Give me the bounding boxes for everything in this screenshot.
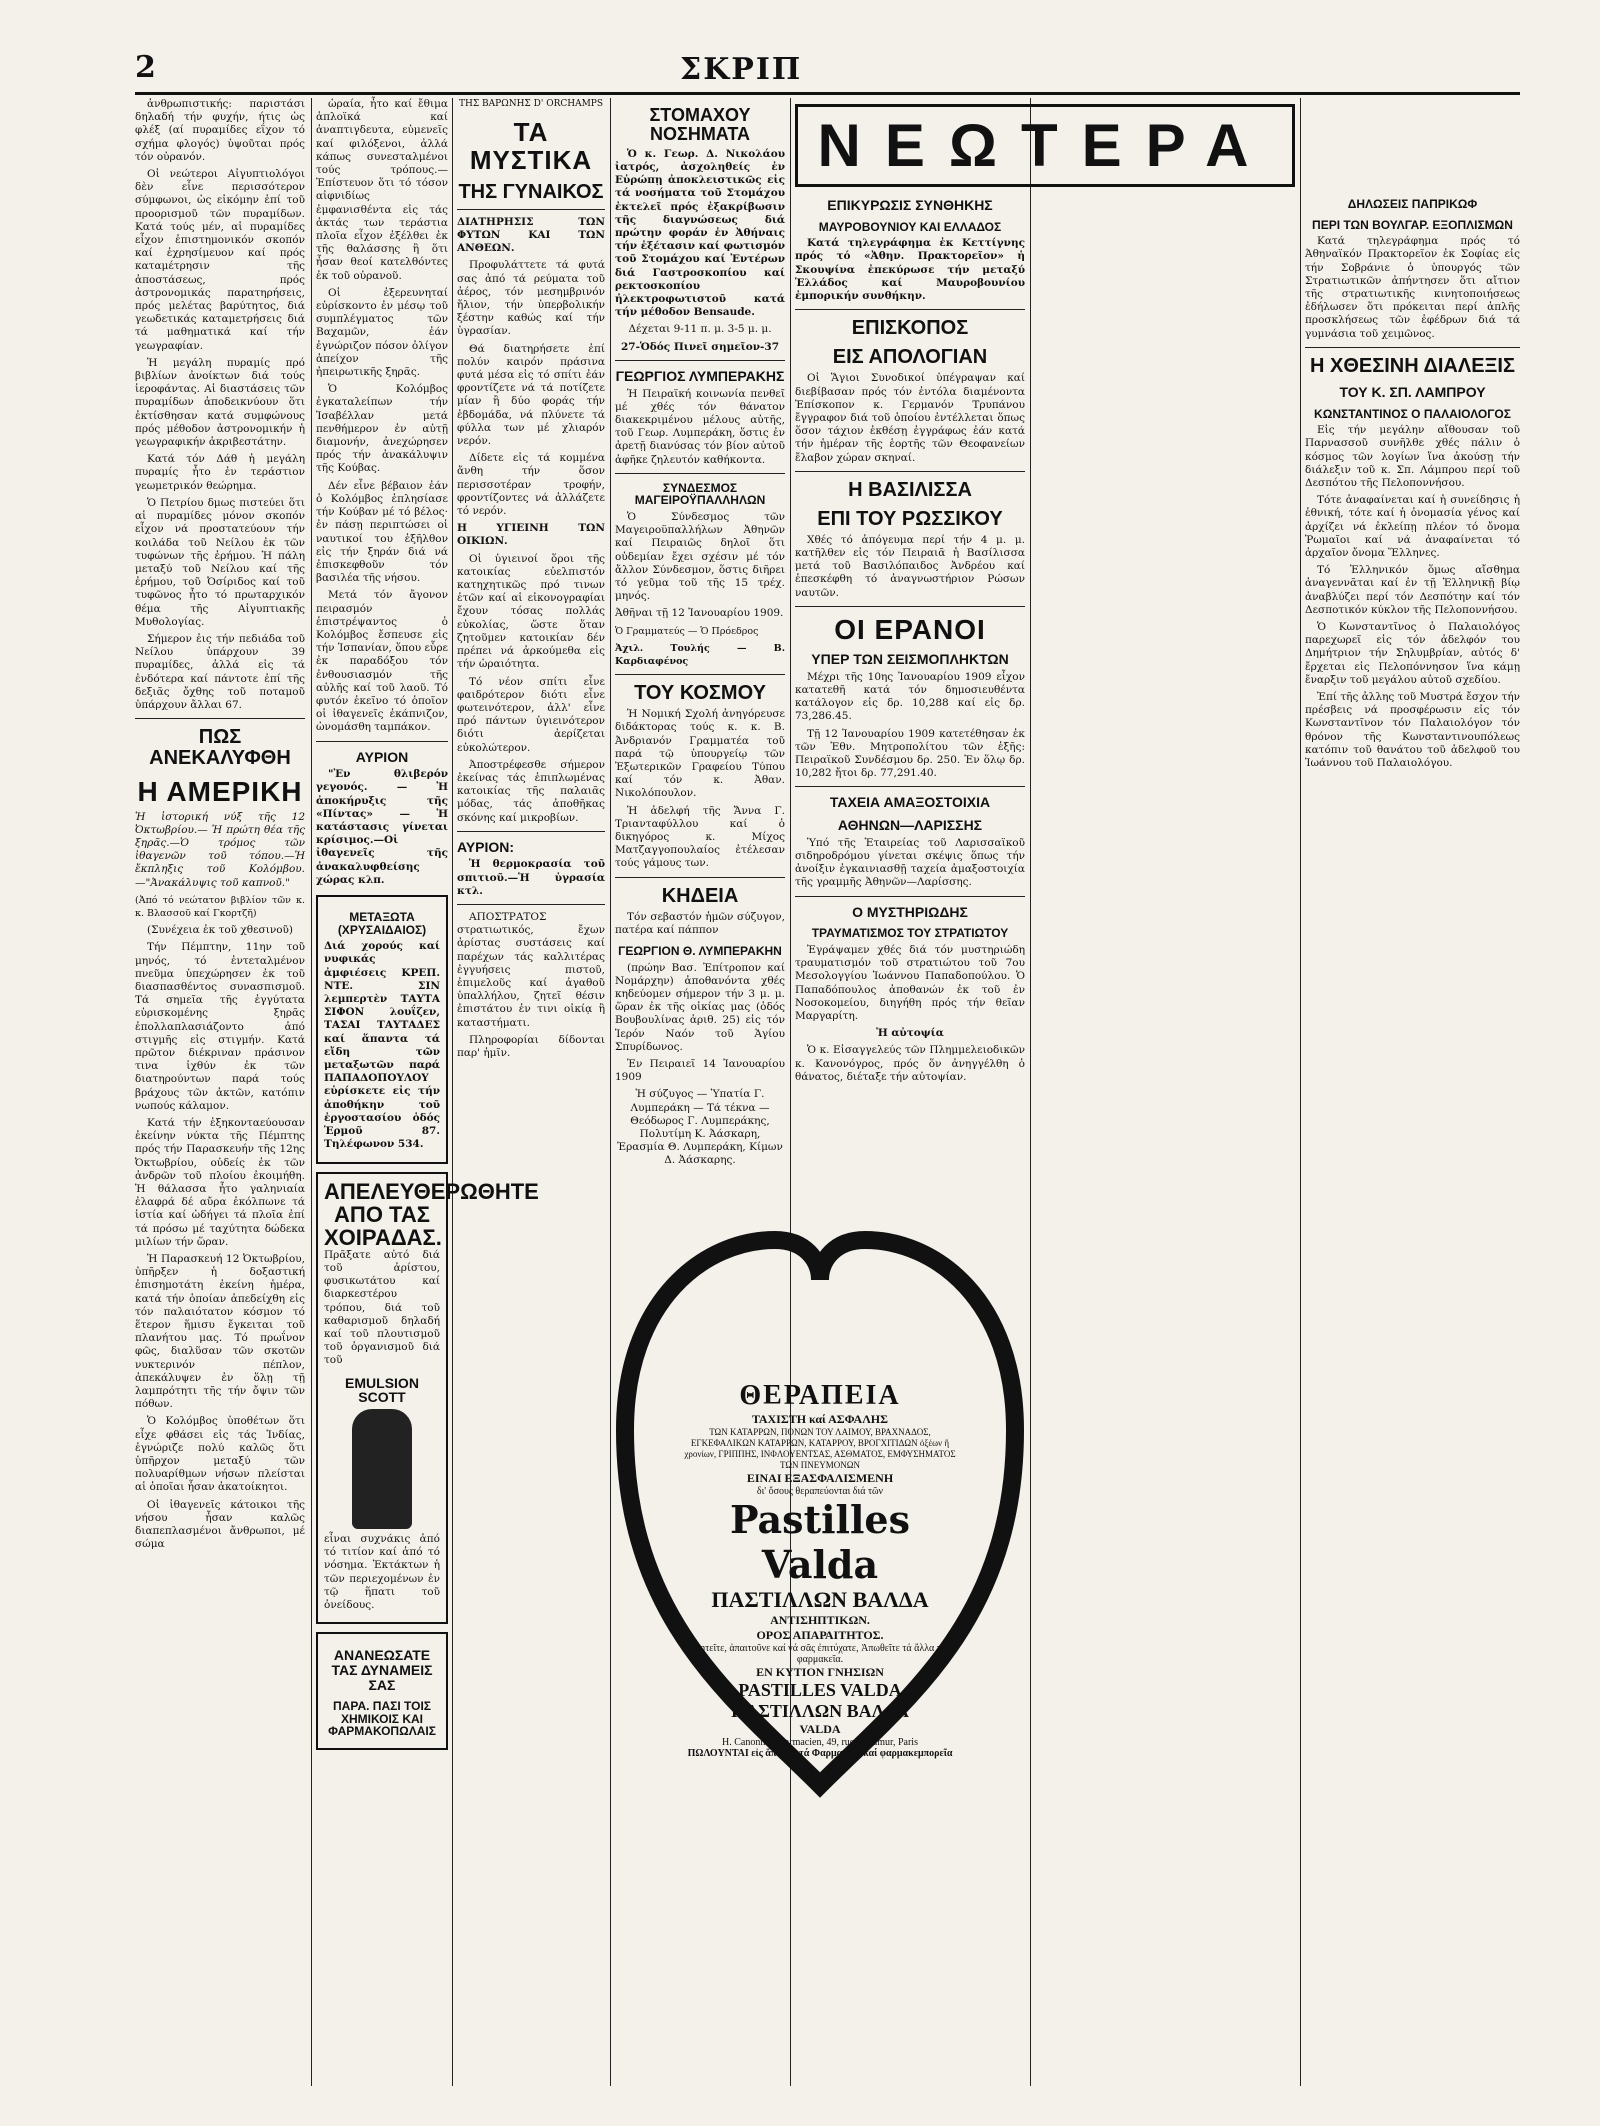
- article-text: Ἀθῆναι τῇ 12 Ἰανουαρίου 1909.: [615, 607, 784, 620]
- article-title: ΤΑ ΜΥΣΤΙΚΑ: [469, 117, 593, 175]
- article-title: ΕΠΙ ΤΟΥ ΡΩΣΣΙΚΟΥ: [817, 507, 1003, 530]
- ad-brand: Pastilles Valda: [730, 1497, 910, 1587]
- article-title: ΑΘΗΝΩΝ—ΛΑΡΙΣΣΗΣ: [837, 817, 983, 834]
- article-title: ΤΑΧΕΙΑ ΑΜΑΞΟΣΤΟΙΧΙΑ: [829, 794, 991, 811]
- divider: [457, 904, 605, 905]
- article-subtitle: Η ΥΓΙΕΙΝΗ ΤΩΝ ΟΙΚΙΩΝ.: [457, 522, 605, 548]
- article-title: ΤΟΥ ΚΟΣΜΟΥ: [634, 682, 766, 705]
- divider: [1305, 347, 1520, 348]
- article-text: Ἀχιλ. Τουλής — Β. Καρδιαφένος: [615, 642, 785, 667]
- article-text: Ἡ Νομική Σχολή ἀνηγόρευσε διδάκτορας τούς κ. κ. Β. Ἀνδριανόν Γραμματέα τοῦ παρά τῷ ὑπουργείῳ τῶν Ἐξωτερικῶν Γραφείου Τύπου καί τόν κ. Ἀθαν. Νικολόπουλον.: [615, 708, 785, 800]
- ad-brand: EMULSION SCOTT: [345, 1374, 419, 1406]
- heart-ad-text: [680, 1380, 960, 1759]
- article-title: ΤΗΣ ΓΥΝΑΙΚΟΣ: [458, 180, 604, 203]
- article-text: Ἐν Πειραιεῖ 14 Ἰανουαρίου 1909: [615, 1058, 785, 1084]
- divider: [615, 674, 785, 675]
- article-text: "Ἐν θλιβερόν γεγονός. — Ἡ ἀποκήρυξις τῆς «Πίντας» — Ἡ κατάστασις γίνεται κρίσιμος.—Οἱ ἰθαγενεῖς τῆς ἀνακαλυφθείσης χώρας κλπ.: [316, 768, 448, 886]
- divider: [457, 209, 605, 210]
- masthead: ΣΚΡΙΠ: [680, 52, 803, 87]
- ad-list: ΤΩΝ ΚΑΤΑΡΡΩΝ, ΠΟΝΩΝ ΤΟΥ ΛΑΙΜΟΥ, ΒΡΑΧΝΑΔΟΣ, ΕΓΚΕΦΑΛΙΚΩΝ ΚΑΤΑΡΡΩΝ, ΚΑΤΑΡΡΟΥ, ΒΡΟΓΧΙΤΙΔΩΝ ὀξέων ἢ χρονίων, ΓΡΙΠΠΗΣ, ΙΝΦΛΟΥΕΝΤΣΑΣ, ΑΣΘΜΑΤΟΣ, ΕΜΦΥΣΗΜΑΤΟΣ ΤΩΝ ΠΝΕΥΜΟΝΩΝ: [684, 1427, 956, 1470]
- ad-title: ΑΝΑΝΕΩΣΑΤΕ ΤΑΣ ΔΥΝΑΜΕΙΣ ΣΑΣ: [331, 1647, 433, 1693]
- article-text: Ἡ ἀδελφή τῆς Ἄννα Γ. Τριανταφύλλου καί ὁ δικηγόρος κ. Μίχος Ματζαγγοπουλαίος ἐτέλεσαν τούς γάμους των.: [615, 804, 785, 870]
- classified-text: Πληροφορίαι δίδονται παρ' ἡμῖν.: [457, 1033, 605, 1060]
- ad-scott: [316, 1172, 539, 1625]
- article-text: Ἡ Παρασκευή 12 Ὀκτωβρίου, ὑπῆρξεν ἡ δοξαστική ἐπισημοτάτη ἐκείνη ἡμέρα, κατά τήν ὁποίαν ἀπεδείχθη εἰς τόν παλαιότατον κόσμον τό ἕτερον ἥμισυ ἔγκειται τοῦ πλανήτου μας. Τό πρωΐνον φῶς, διαλῦσαν τῶν σκοτῶν νυκτερινόν πέπλον, ἀπεκάλυψεν ἐν ὅλῃ τῇ λαμπρότητι τῆς τήν ὄψιν τῶν πόθων.: [135, 1253, 305, 1411]
- article-text: Τό Ἑλληνικόν ὅμως αἴσθημα ἀναγεννᾶται καί ἐν τῇ Ἑλληνικῇ βίῳ ἀναβλύζει περί τόν Δεσπότην καί τόν Δεσποτικόν κύκλον τῆς Πελοποννήσου.: [1305, 564, 1520, 616]
- divider: [795, 606, 1025, 607]
- divider: [135, 718, 305, 719]
- article-text: Ὁ Κολόμβος ἐγκαταλείπων τήν Ἰσαβέλλαν μετά πενθήμερον ἐν αὐτῇ διαμονήν, ἀνεχώρησεν πρός τήν ἀνακάλυψιν τῆς Κούβας.: [316, 383, 448, 475]
- article-text: Οἱ Ἅγιοι Συνοδικοί ὑπέγραψαν καί διεβίβασαν πρός τόν ἐντόλα διαμένοντα Ἐπίσκοπον κ. Γερμανόν Τρυπάνου ἔγγραφον διά τοῦ ὁποίου ἐντέλλεται ὅπως ὅσον τάχιον ἐκθέσῃ ἐγγράφως ἐάν κατά τήν ἡμέραν τῆς ἑορτῆς τῶν Θεοφανείων ἔλαβον χώραν σκηναί.: [795, 372, 1025, 464]
- ad-text: VALDA: [799, 1722, 841, 1736]
- article-text: Τήν Πέμπτην, 11ην τοῦ μηνός, τό ἐντεταλμένον πνεῦμα ὑπεχώρησεν ἐκ τοῦ διασπασθέντος συνασπισμοῦ. Τά σημεῖα τῆς ἐγγύτατα εὑρισκομένης ξηρᾶς ἐπολλαπλασιάζοντο ἀπό στιγμῆς εἰς στιγμήν. Κατά πρῶτον διέκριναν πράσινον τινα ἰχθύν ἐκ τῶν διατηρούντων παρά τούς βράχους τῶν ἀκτῶν, κατόπιν νωπούς κάλαμον.: [135, 941, 305, 1112]
- ad-text: Πρᾶξατε αὐτό διά τοῦ ἀρίστου, φυσικωτάτου καί διαρκεστέρου τρόπου, διά τοῦ καθαρισμοῦ δηλαδή καί τοῦ πλουτισμοῦ τοῦ ὀργανισμοῦ διά τοῦ: [324, 1248, 440, 1367]
- ad-address: H. Canonne, pharmacien, 49, rue Réaumur, Paris: [722, 1737, 918, 1748]
- article-text: Ὁ Κωνσταντῖνος ὁ Παλαιολόγος παρεχωρεῖ εἰς τόν ἀδελφόν του Δημήτριον τήν Σηλυμβρίαν, αὐτός δ' ἔρχεται εἰς Πελοπόννησον ἵνα κάμῃ ἔναρξιν τοῦ μεγάλου αὐτοῦ σχεδίου.: [1305, 620, 1520, 686]
- article-title: ΣΤΟΜΑΧΟΥ ΝΟΣΗΜΑΤΑ: [649, 105, 751, 144]
- article-text: Ὁ Πετρίου δμως πιστεύει ὅτι αἱ πυραμίδες μόνον σκοπόν εἶχον νά προστατεύουν τήν κοιλάδα τοῦ Νείλου ἐκ τῶν τυφώνων τῆς ἐρήμου. Ἡ πάλη μεταξύ τοῦ Νείλου καί τῆς ἐρήμου, τοῦ Ὀσίριδος καί τοῦ τυφῶνος ἦτο τό πρωταρχικόν θέμα τῆς Αἰγυπτιακῆς Μυθολογίας.: [135, 496, 305, 628]
- article-title: ΚΩΝΣΤΑΝΤΙΝΟΣ Ο ΠΑΛΑΙΟΛΟΓΟΣ: [1314, 406, 1511, 421]
- column-divider: [1030, 98, 1031, 2086]
- article-title: ΜΑΥΡΟΒΟΥΝΙΟΥ ΚΑΙ ΕΛΛΑΔΟΣ: [818, 219, 1002, 234]
- article-text: Χθές τό ἀπόγευμα περί τήν 4 μ. μ. κατῆλθεν εἰς τόν Πειραιᾶ ἡ Βασίλισσα μετά τοῦ Βασιλόπαιδος Ἀνδρέου καί ἐπεσκέφθη τό ἀναγνωστήριον Ρώσων ναυτῶν.: [795, 533, 1025, 599]
- ad-text: Διά χορούς καί νυφικάς ἀμφιέσεις ΚΡΕΠ. ΝΤΕ. ΣΙΝ λεμπερτὲν ΤΑΥΤΑ ΣΙΦΟΝ λουΐζεν, ΤΑΣΑΙ ΤΑΥΤΑΔΕΣ καί ἅπαντα τά εἴδη τῶν μεταξωτῶν παρά ΠΑΠΑΔΟΠΟΥΛΟΥ εὑρίσκετε εἰς τήν ἀποθήκην τοῦ ἐργοστασίου ὁδός Ἑρμοῦ 87. Τηλέφωνον 534.: [324, 940, 440, 1151]
- fisherman-illustration: [352, 1409, 412, 1529]
- article-text: Ἡ θερμοκρασία τοῦ σπιτιοῦ.—Ἡ ὑγρασία κτλ.: [457, 858, 605, 897]
- article-title: ΟΙ ΕΡΑΝΟΙ: [834, 613, 986, 645]
- ad-text: Ζητεῖτε, ἀπαιτοῦνε καί νά σᾶς ἐπιτύχατε, Ἀπωθεῖτε τά ἄλλα τά φαρμακεῖα.: [693, 1643, 947, 1665]
- divider: [795, 786, 1025, 787]
- ad-brand-greek: ΠΑΣΤΙΛΛΩΝ ΒΑΛΔΑ: [711, 1587, 929, 1612]
- page-number: 2: [135, 50, 156, 85]
- article-title: ΤΟΥ Κ. ΣΠ. ΛΑΜΠΡΟΥ: [1339, 383, 1486, 400]
- article-text: Μετά τόν ἄγονον πειρασμόν ἐπιστρέψαντος ὁ Κολόμβος ἔσπευσε εἰς τήν Ἰσπανίαν, ὅπου εὗρε ἐκ παραδόξου τόν ἐνθουσιασμόν τῆς αὐλῆς καί τοῦ λαοῦ. Τό φυτόν ἐκεῖνο τό ὁποῖον οἱ ἰθαγενεῖς ἐκάπνιζον, ὠνομάσθη ταμπάκον.: [316, 589, 448, 734]
- section-banner: [795, 98, 1295, 193]
- article-text: Ἡ μεγάλη πυραμίς πρό βιβλίων ἀνοίκτων διά τούς ἱεροφάντας. Αἱ διαστάσεις τῶν πυραμίδων ἀποδεικνύουν ὅτι ἐκτίσθησαν κατά συμφώνους πρός μέθοδον ἀστρονομικήν ἡ γεωγραφικήν ἀκριβεστάτην.: [135, 356, 305, 449]
- ad-text: ΕΙΝΑΙ ΕΞΑΣΦΑΛΙΣΜΕΝΗ: [746, 1471, 894, 1485]
- article-text: Ὁ Κολόμβος ὑποθέτων ὅτι εἶχε φθάσει εἰς τάς Ἰνδίας, ἐγνώριζε πολύ καλῶς ὅτι ὑπῆρχον μεταξύ τῶν πολυαρίθμων νήσων πλείσται αἱ ὁποῖαι ἦσαν ἀκατοίκητοι.: [135, 1415, 305, 1494]
- article-text: Οἱ ὑγιεινοί ὅροι τῆς κατοικίας εὐελπιστόν κατηχητικῶς πρό τινων ἐτῶν καί αἱ εἰκονογραφίαι ἔχουν τόσας πολλάς εὐκολίας, ὥστε ὅταν ζητοῦμεν κατοικίαν δέν πρέπει νά ἀρκούμεθα εἰς τήν ὡραιότητα.: [457, 552, 605, 671]
- divider: [615, 473, 785, 474]
- article-text: Σήμερον ἐις τήν πεδιάδα τοῦ Νείλου ὑπάρχουν 39 πυραμίδες, ἀλλά εἰς τά ἐνδότερα καί πάντοτε ἐπί τῆς δεξιᾶς ὄχθης τοῦ ποταμοῦ ὑπάρχουν ἄλλαι 67.: [135, 632, 305, 711]
- article-text: ΓΕΩΡΓΙΟΝ Θ. ΛΥΜΠΕΡΑΚΗΝ: [618, 944, 782, 958]
- article-text: Κατά τηλεγράφημα πρός τό Ἀθηναϊκόν Πρακτορεῖον ἐκ Σοφίας εἰς τήν Σοβράνιε ὁ ὑπουργός τῶν Στρατιωτικῶν ἀπήντησεν ὅτι αἴτιον τῆς στρατιωτικῆς κινητοποιήσεως ἐδήλωσεν ὅτι πρόκειται περί ἀπλῆς προσκλήσεως τῶν ἐφέδρων διά τά γυμνάσια τοῦ χειμῶνος.: [1305, 235, 1520, 340]
- article-text: Θά διατηρήσετε ἐπί πολύν καιρόν πράσινα φυτά μέσα εἰς τό σπίτι ἐάν φροντίζετε νά τά ποτίζετε μίαν ἢ δύο φοράς τήν ἑβδομάδα, νά πλύνετε τά φύλλα των μέ χλιαρόν νερόν.: [457, 342, 605, 448]
- column-divider: [1300, 98, 1301, 2086]
- ad-title: ΑΠΕΛΕΥΘΕΡΩΘΗΤΕ ΑΠΟ ΤΑΣ ΧΟΙΡΑΔΑΣ.: [324, 1178, 539, 1250]
- top-rule: [135, 92, 1520, 95]
- article-title: ΠΩΣ ΑΝΕΚΑΛΥΦΘΗ: [149, 726, 291, 770]
- column-5-body: [795, 190, 1025, 2086]
- article-text: Κατά τήν ἑξηκονταεύουσαν ἐκείνην νύκτα τῆς Πέμπτης πρός τήν Παρασκευήν τῆς 12ης Ὀκτωβρίου, οὐδείς ἐκ τῶν ἀνδρῶν τοῦ πλοίου ἐκοιμήθη. Ἡ θάλασσα ἦτο γαληνιαία ἐλαφρά δέ αὔρα ἐκόλπωνε τά ἱστία καί ὡδήγει τά πλοῖα ἐπί τά πρόσω μέ ταχύτητα δώδεκα μιλίων τήν ὥραν.: [135, 1117, 305, 1248]
- article-text: Κατά τηλεγράφημα ἐκ Κεττίγνης πρός τό «Ἀθην. Πρακτορεῖον» ἡ Σκουψίνα ἐπεκύρωσε τήν μεταξύ Ἑλλάδος καί Μαυροβουνίου ἐμπορικήν συνθήκην.: [795, 237, 1025, 303]
- ad-title: ΘΕΡΑΠΕΙΑ: [739, 1380, 901, 1411]
- divider: [615, 877, 785, 878]
- article-text: Ὑπό τῆς Ἑταιρείας τοῦ Λαρισσαϊκοῦ σιδηροδρόμου γίνεται σκέψις ὅπως τήν ἀνοίξιν ἐγκαινιασθῇ ταχεία ἀμαξοστοιχία τῆς γραμμῆς Ἀθηνῶν—Λαρίσσης.: [795, 836, 1025, 889]
- article-text: Τό νέον σπίτι εἶνε φαιδρότερον διότι εἶνε φωτεινότερον, ἀλλ' εἶνε πρό πάντων ὑγιεινότερον διότι ἀερίζεται εὐκολώτερον.: [457, 675, 605, 754]
- article-text: Ἀποστρέφεσθε σήμερον ἐκείνας τάς ἐπιπλωμένας κατοικίας τῆς παλαιᾶς μόδας, τάς ἀποθῆκας σκόνης καί μικροβίων.: [457, 758, 605, 824]
- column-3: [457, 98, 605, 2086]
- divider: [316, 741, 448, 742]
- article-title: ΓΕΩΡΓΙΟΣ ΛΥΜΠΕΡΑΚΗΣ: [615, 367, 785, 384]
- article-text: Ἐπί τῆς ἀλλης τοῦ Μυστρά ἔσχον τήν πρέσβεις νά προσφέρωσιν εἰς τόν Κωνσταντῖνον τόν Παλαιολόγον τόν θρόνον τῆς Κωνσταντινουπόλεως κατόπιν τοῦ θανάτου τοῦ ἀδελφοῦ του Ἰωάννου τοῦ Παλαιολόγου.: [1305, 690, 1520, 769]
- article-text: Ὁ Σύνδεσμος τῶν Μαγειροϋπαλλήλων Ἀθηνῶν καί Πειραιῶς δηλοῖ ὅτι οὐδεμίαν ἔχει σχέσιν μέ τόν ἄλλον Σύνδεσμον, ὅστις διῆρει τό γεῦμα τοῦ τῆς 15 τρέχ. μηνός.: [615, 510, 785, 603]
- article-text: Οἱ ἰθαγενεῖς κάτοικοι τῆς νήσου ἦσαν καλῶς διαπεπλασμένοι ἄνθρωποι, μέ σώμα: [135, 1498, 305, 1551]
- article-title: ΣΥΝΔΕΣΜΟΣ ΜΑΓΕΙΡΟΫΠΑΛΛΗΛΩΝ: [634, 480, 766, 508]
- article-text: 27-Ὁδός Πινεῖ σημεῖον-37: [620, 340, 780, 353]
- ad-text: ΑΝΤΙΣΗΠΤΙΚΩΝ.: [770, 1613, 870, 1627]
- article-text: ἀνθρωπιστικής: παριστάσι δηλαδή τήν φυχήν, ήτις ὡς φλέξ (αί πυραμίδες εΐχον τό σχήμα φλογός) ὑψοῦται πρός τόν οὐρανόν.: [135, 98, 305, 163]
- section-title: ΑΥΡΙΟΝ:: [457, 838, 515, 855]
- article-text: Τότε ἀναφαίνεται καί ἡ συνείδησις ἡ ἐθνική, τότε καί ἡ ὀνομασία γένος καί ἀρχίζει νά ἐκλείπῃ πλέον τό ὄνομα Ῥωμαῖοι καί νά ἀναφαίνεται τό ἀρχαῖον ὄνομα Ἕλληνες.: [1305, 494, 1520, 559]
- article-title: Η ΑΜΕΡΙΚΗ: [137, 776, 303, 808]
- article-title: ΕΙΣ ΑΠΟΛΟΓΙΑΝ: [832, 346, 988, 369]
- article-title: ΤΡΑΥΜΑΤΙΣΜΟΣ ΤΟΥ ΣΤΡΑΤΙΩΤΟΥ: [811, 926, 1009, 941]
- article-text: ὡραία, ἦτο καί ἔθιμα ἁπλοϊκά καί ἀναπτιγδευτα, εὐμενεῖς καί φιλόξενοι, ἀλλά κάπως συνεσταλμένοι τούς τρόπους.— Ἐπίστευον ὅτι τό τόσον αἰφνιδίως ἐμφανισθέντα εἰς τάς ἀκτάς των τεράστια πλοῖα εἶχον ἐξέλθει ἐκ τῆς θαλάσσης ἢ ὅτι ἦσαν θεοί κατελθόντες ἐκ τοῦ οὐρανοῦ.: [316, 98, 448, 282]
- article-text: Τόν σεβαστόν ἡμῶν σύζυγον, πατέρα καί πάππον: [615, 910, 785, 936]
- article-text: Ὁ κ. Γεωρ. Δ. Νικολάου ἰατρός, ἀσχοληθείς ἐν Εὐρώπῃ ἀποκλειστικῶς εἰς τά νοσήματα τοῦ Στομάχου ἐκτελεῖ πρός ἐξακρίβωσιν τῆς διαγνώσεως διά πρώτην φοράν ἐν Ἀθήναις τήν ἐξέτασιν καί φωτισμόν τοῦ Στομάχου καί Ἐντέρων διά Γαστροσκοπίου καί ρεκτοσκοπίου ἠλεκτροφωτιστοῦ κατά τήν μέθοδον Bensaude.: [615, 147, 785, 319]
- article-title: ΕΠΙΚΥΡΩΣΙΣ ΣΥΝΘΗΚΗΣ: [827, 197, 993, 213]
- article-text: Ὁ Γραμματεύς — Ὁ Πρόεδρος: [615, 625, 759, 637]
- ad-brand: PASTILLES VALDA: [738, 1680, 902, 1700]
- article-text: Δίδετε εἰς τά κομμένα ἄνθη τήν ὅσον περισσοτέραν τροφήν, φροντίζοντες νά ἀλλάζετε τό νερόν.: [457, 452, 605, 518]
- ad-text: ΠΑΡΑ. ΠΑΣΙ ΤΟΙΣ ΧΗΜΙΚΟΙΣ ΚΑΙ ΦΑΡΜΑΚΟΠΩΛΑΙΣ: [328, 1699, 436, 1739]
- article-title: Η ΧΘΕΣΙΝΗ ΔΙΑΛΕΞΙΣ: [1310, 354, 1515, 377]
- article-title: Η ΒΑΣΙΛΙΣΣΑ: [848, 478, 972, 501]
- divider: [457, 831, 605, 832]
- ad-text: ΕΝ ΚΥΤΙΟΝ ΓΝΗΣΙΩΝ: [756, 1665, 884, 1679]
- article-title: ΔΗΛΩΣΕΙΣ ΠΑΠΡΙΚΩΦ: [1347, 197, 1478, 211]
- article-text: Ἡ Πειραϊκή κοινωνία πενθεῖ μέ χθές τόν θάνατον διακεκριμένου μέλους αὐτῆς, τοῦ Γεωρ. Λυμπεράκη, ὅστις ἐν ἀρετῇ διανύσας τόν βίον αὐτοῦ ἀφῆκε ζηλευτόν καθήκοντα.: [615, 387, 785, 466]
- article-title: Ο ΜΥΣΤΗΡΙΩΔΗΣ: [852, 903, 968, 920]
- article-text: (πρώην Βασ. Ἐπίτροπον καί Νομάρχην) ἀποθανόντα χθές κηδεύομεν σήμερον τήν 3 μ. μ. ὥραν ἐκ τῆς οἰκίας μας (ὁδός Βουβουλίνας ἀριθ. 25) εἰς τόν Ἱερόν Ναόν τοῦ Ἁγίου Σπυρίδωνος.: [615, 961, 785, 1053]
- article-source: (Ἀπό τό νεώτατον βιβλίον τῶν κ. κ. Βλασσοῦ καί Γκορτζῆ): [135, 894, 305, 919]
- article-text: Δέχεται 9-11 π. μ. 3-5 μ. μ.: [628, 323, 772, 336]
- ad-text: ΟΡΟΣ ΑΠΑΡΑΙΤΗΤΟΣ.: [756, 1628, 884, 1642]
- article-text: Δέν εἶνε βέβαιον ἐάν ὁ Κολόμβος ἐπλησίασε τήν Κούβαν μέ τό βέλος· ἐν πάσῃ περιπτώσει οἱ ναυτικοί του ἐξῆλθον εἰς τήν ξηράν διά νά ἐπισκεφθοῦν τόν βασιλέα τῆς νήσου.: [316, 479, 448, 585]
- article-text: Οἱ νεώτεροι Αἰγυπτιολόγοι δὲν εἶνε περισσότερον σύμφωνοι, ὡς εἰκόμην ἐπί τοῦ προορισμοῦ τῶν πυραμίδων. Κατά τούς μέν, αἱ πυραμίδες εἶχον ἐπιστημονικόν σκοπόν καί ἐχρησίμευον καί πρός καταμέτρησιν τῆς ἀποστάσεως, πρός ἀστρονομικάς παρατηρήσεις, πρός μελέτας βαρύτητος, διά γεωδετικάς καταμετρήσεις διά τά μαθηματικά καί τήν γεωγραφίαν.: [135, 168, 305, 352]
- article-text: Ἡ σύζυγος — Ὑπατία Γ. Λυμπεράκη — Τά τέκνα — Θεόδωρος Γ. Λυμπεράκης, Πολυτίμη Κ. Ἀάσκαρη, Ἐρασμία Θ. Λυμπεράκη, Κίμων Δ. Ἀάσκαρης.: [617, 1088, 783, 1167]
- article-text: Κατά τόν Δάθ ἡ μεγάλη πυραμίς ἦτο ἐν τεράστιον γεωμετρικόν θεώρημα.: [135, 453, 305, 492]
- article-title: ΥΠΕΡ ΤΩΝ ΣΕΙΣΜΟΠΛΗΚΤΩΝ: [811, 651, 1009, 668]
- divider: [615, 360, 785, 361]
- article-title: ΚΗΔΕΙΑ: [661, 884, 739, 907]
- article-text: Προφυλάττετε τά φυτά σας ἀπό τά ρεύματα τοῦ ἀέρος, τόν μεσημβρινόν ἥλιον, τήν ὑπερβολικήν ξέστην καθώς καί τήν ὑγρασίαν.: [457, 259, 605, 338]
- column-1: [135, 98, 305, 2086]
- ad-tonic: [316, 1632, 448, 1750]
- article-title: ΕΠΙΣΚΟΠΟΣ: [851, 317, 969, 340]
- divider: [795, 309, 1025, 310]
- section-header: ΝΕΩΤΕΡΑ: [795, 104, 1295, 187]
- article-lead: Ἡ ἱστορική νύξ τῆς 12 Ὀκτωβρίου.— Ἡ πρώτη θέα τῆς ξηρᾶς.—Ὁ τρόμος τῶν ἰθαγενῶν τοῦ τόπου.—Ἡ ἔκπληξις τοῦ Κολόμβου.—"Ἀνακάλυψις τοῦ καπνοῦ.": [135, 810, 305, 889]
- article-byline: ΤΗΣ ΒΑΡΩΝΗΣ D' ORCHAMPS: [458, 99, 604, 109]
- ad-metaxota: [316, 895, 448, 1163]
- article-continued: (Συνέχεια ἐκ τοῦ χθεσινοῦ): [146, 924, 294, 937]
- column-6: [1305, 190, 1520, 2086]
- column-divider: [610, 98, 611, 2086]
- article-text: Τῇ 12 Ἰανουαρίου 1909 κατετέθησαν ἐκ τῶν Ἐθν. Μητροπολίτου τῶν ἑξῆς: Πειραϊκοῦ Συνδέσμου δρ. 250. Ἐν ὅλῳ δρ. 10,282 ἤτοι δρ. 77,291.40.: [795, 727, 1025, 780]
- ad-subtitle: ΤΑΧΙΣΤΗ καί ΑΣΦΑΛΗΣ: [752, 1412, 888, 1426]
- ad-brand-greek: ΠΑΣΤΙΛΛΩΝ ΒΑΛΔΑ: [731, 1701, 909, 1721]
- article-text: Εἰς τήν μεγάλην αἴθουσαν τοῦ Παρνασσοῦ συνῆλθε χθές πάλιν ὁ κόσμος τῶν λογίων ἵνα ἀκούσῃ τήν διάλεξιν τοῦ κ. Σπ. Λάμπρου περί τοῦ Δεσπότου τῆς Πελοποννήσου.: [1305, 424, 1520, 489]
- article-text: Ὁ κ. Εἰσαγγελεύς τῶν Πλημμελειοδικῶν κ. Κανονόγρος, πρός ὅν ἀνηγγέλθη ὁ θάνατος, διέταξε τήν αὐτοψίαν.: [795, 1044, 1025, 1083]
- ad-text: ΠΩΛΟΥΝΤΑΙ εἰς ἅπαντα τά Φαρμακεῖα καί φαρμακεμπορεῖα: [687, 1748, 953, 1759]
- column-divider: [452, 98, 453, 2086]
- divider: [795, 896, 1025, 897]
- article-subtitle: ΔΙΑΤΗΡΗΣΙΣ ΤΩΝ ΦΥΤΩΝ ΚΑΙ ΤΩΝ ΑΝΘΕΩΝ.: [457, 215, 605, 255]
- article-text: Οἱ ἐξερευνηταί εὐρίσκοντο ἐν μέσῳ τοῦ συμπλέγματος τῶν Βαχαμῶν, ἐάν ἐγνώριζον πόσον ὀλίγον ἀπείχον τῆς ἠπειρωτικῆς ξηρᾶς.: [316, 286, 448, 379]
- section-title: ΑΥΡΙΟΝ: [355, 748, 409, 765]
- classified-text: ΑΠΟΣΤΡΑΤΟΣ στρατιωτικός, ἔχων ἀρίστας συστάσεις καί παρέχων τάς καλλιτέρας ἐγγυήσεις πιστοῦ, ἐπιμελοῦς καί ἀγαθοῦ ὑπαλλήλου, ζητεῖ θέσιν ἐπιστάτου ἐν τινι οἰκίᾳ ἢ καταστήματι.: [457, 911, 605, 1029]
- ad-title: ΜΕΤΑΞΩΤΑ (ΧΡΥΣΑΙΔΑΙΟΣ): [337, 910, 427, 937]
- divider: [795, 471, 1025, 472]
- column-divider: [311, 98, 312, 2086]
- article-text: Ἐγράψαμεν χθές διά τόν μυστηριώδη τραυματισμόν τοῦ στρατιώτου τοῦ 7ου Μεσολογγίου Ἰωάννου Παπαδοπούλου. Ὁ Παπαδόπουλος ἀποθανών ἐκ τοῦ ἐν Νοσοκομείου, διηγήθη πρός τήν θεῖαν Μαργαρίτη.: [795, 943, 1025, 1022]
- ad-text: δι' ὅσους θεραπεύονται διά τῶν: [756, 1486, 884, 1497]
- article-subtitle: Ἡ αὐτοψία: [876, 1027, 944, 1040]
- ad-text: εἶναι συχνάκις ἀπό τό τιτίον καί ἀπό τό νόσημα. Ἐκτάκτων ἡ τῶν περιεχομένων ἐν τῷ ἥπατι τοῦ ὀνείδους.: [324, 1532, 440, 1611]
- article-title: ΠΕΡΙ ΤΩΝ ΒΟΥΛΓΑΡ. ΕΞΟΠΛΙΣΜΩΝ: [1312, 217, 1513, 232]
- article-text: Μέχρι τῆς 10ης Ἰανουαρίου 1909 εἶχον κατατεθῆ κατά τόν δημοσιευθέντα κατάλογον εἰς δρ. 10,288 καί εἰς δρ. 73,286.45.: [795, 670, 1025, 723]
